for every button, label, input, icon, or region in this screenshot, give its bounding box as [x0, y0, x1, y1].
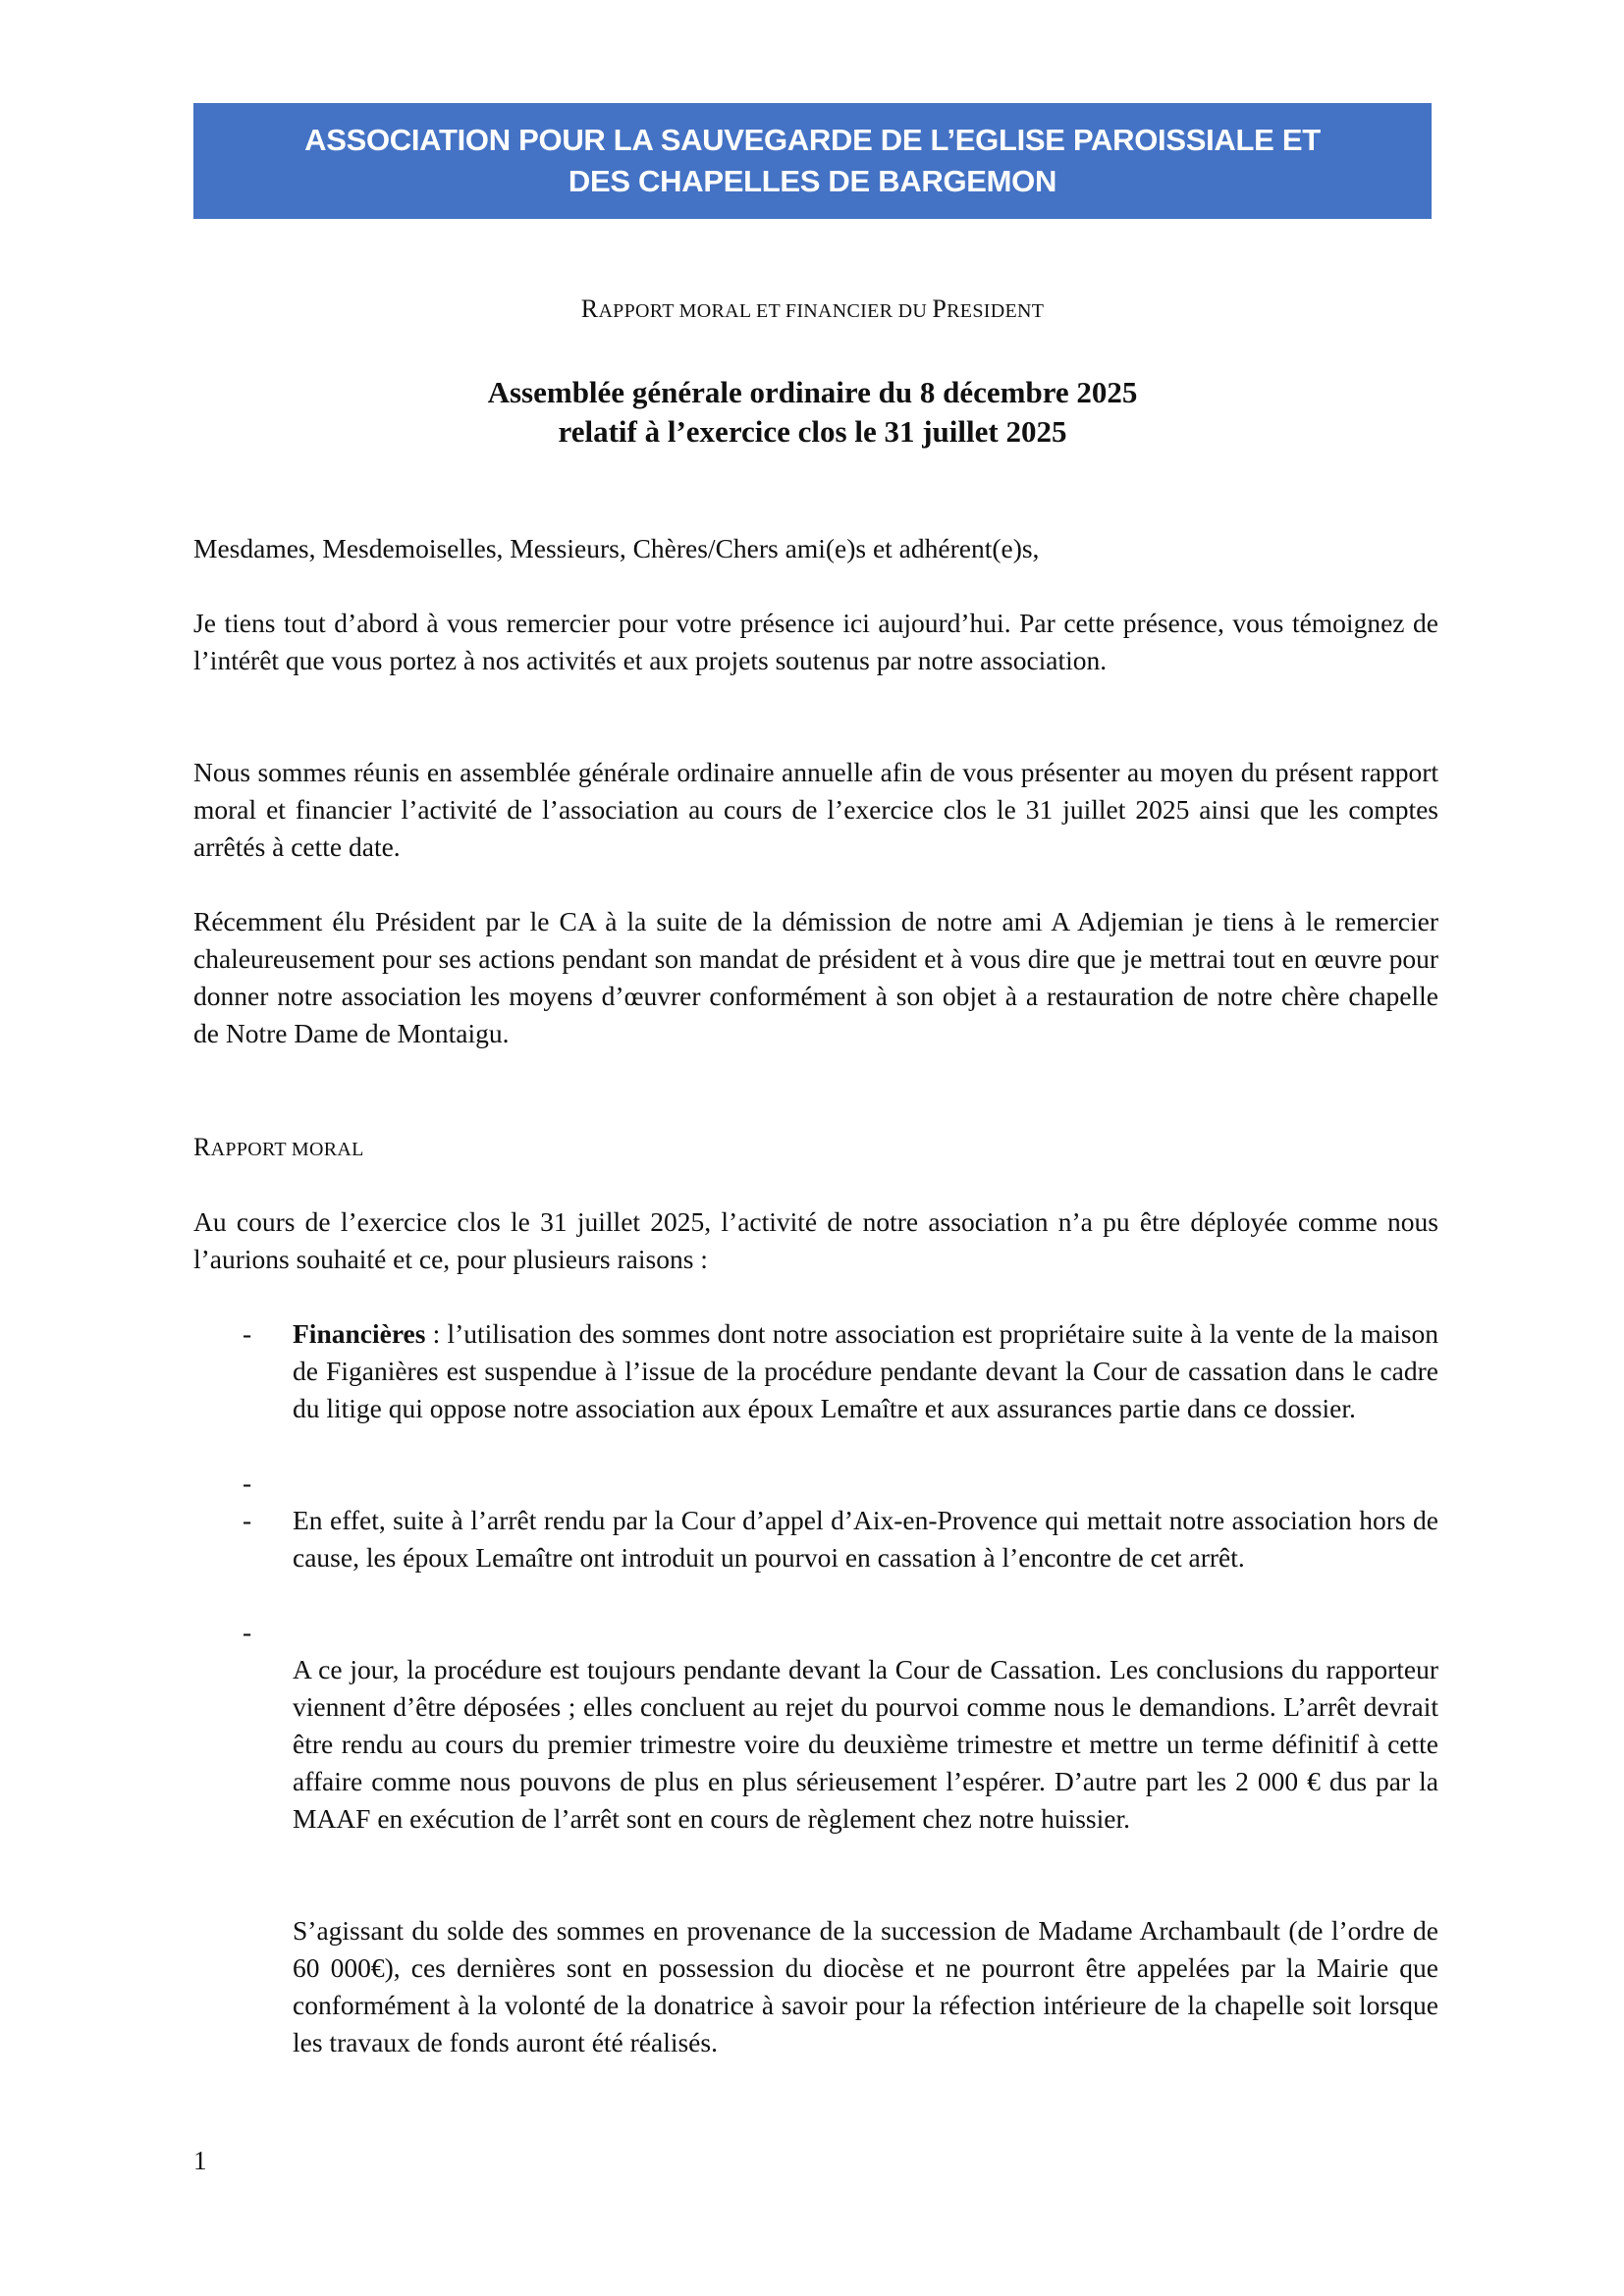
- paragraph-2-text: Nous sommes réunis en assemblée générale ordinaire annuelle afin de vous présenter au moyen du présent rapport moral et financier l’activité de l’association au cours de l’exercice clos le 31 juillet 2025 ainsi que les comptes arrêtés à cette date.: [193, 757, 1438, 862]
- bullet-dash: -: [243, 1617, 252, 1647]
- section-heading-initial: R: [193, 1133, 211, 1161]
- paragraph-1-text: Je tiens tout d’abord à vous remercier pour votre présence ici aujourd’hui. Par cette présence, vous témoignez de l’intérêt que vous portez à nos activités et aux projets soutenus par notre association.: [193, 608, 1438, 675]
- paragraph-4: [193, 1203, 1438, 1278]
- bullet-1-body: : l’utilisation des sommes dont notre association est propriétaire suite à la vente de la maison de Figanières est suspendue à l’issue de la procédure pendante devant la Cour de cassation dans le cadre du litige qui oppose notre association aux époux Lemaître et aux assurances partie dans ce dossier.: [293, 1318, 1438, 1423]
- subtitle-line-1: Assemblée générale ordinaire du 8 décembre 2025: [487, 375, 1138, 409]
- paragraph-1: [193, 605, 1438, 679]
- title-initial-r: R: [580, 294, 599, 323]
- subtitle-line-2: relatif à l’exercice clos le 31 juillet 2025: [558, 414, 1067, 449]
- bullet-2-text: En effet, suite à l’arrêt rendu par la Cour d’appel d’Aix-en-Provence qui mettait notre association hors de cause, les époux Lemaître ont introduit un pourvoi en cassation à l’encontre de cet arrêt.: [293, 1505, 1438, 1573]
- salutation-text: Mesdames, Mesdemoiselles, Messieurs, Chères/Chers ami(e)s et adhérent(e)s,: [193, 533, 1040, 563]
- indented-paragraph-4-text: S’agissant du solde des sommes en provenance de la succession de Madame Archambault (de l’ordre de 60 000€), ces dernières sont en possession du diocèse et ne pourront être appelées par la Mairie que conformément à la volonté de la donatrice à savoir pour la réfection intérieure de la chapelle soit lorsque les travaux de fonds auront été réalisés.: [293, 1915, 1438, 2057]
- title-initial-p: P: [932, 294, 947, 323]
- section-heading-rest: APPORT MORAL: [210, 1139, 364, 1160]
- salutation: [193, 530, 1438, 567]
- banner-line-1: ASSOCIATION POUR LA SAUVEGARDE DE L’EGLISE PAROISSIALE ET: [304, 123, 1321, 157]
- banner-line-2: DES CHAPELLES DE BARGEMON: [568, 164, 1057, 198]
- paragraph-3: [193, 903, 1438, 1052]
- report-title: [193, 294, 1432, 324]
- paragraph-4-text: Au cours de l’exercice clos le 31 juillet 2025, l’activité de notre association n’a pu être déployée comme nous l’aurions souhaité et ce, pour plusieurs raisons :: [193, 1206, 1438, 1274]
- page-number: 1: [193, 2146, 207, 2175]
- meeting-subtitle: [193, 373, 1432, 452]
- indented-paragraph-3-text: A ce jour, la procédure est toujours pendante devant la Cour de Cassation. Les conclusions du rapporteur viennent d’être déposées ; elles concluent au rejet du pourvoi comme nous le demandions. L’arrêt devrait être rendu au cours du premier trimestre voire du deuxième trimestre et mettre un terme définitif à cette affaire comme nous pouvons de plus en plus sérieusement l’espérer. D’autre part les 2 000 € dus par la MAAF en exécution de l’arrêt sont en cours de règlement chez notre huissier.: [293, 1654, 1438, 1834]
- title-end: RESIDENT: [947, 300, 1045, 322]
- association-banner: [193, 103, 1432, 219]
- bullet-1-text: [293, 1315, 1438, 1427]
- bullet-dash: -: [243, 1468, 252, 1498]
- bullet-1-label: Financières: [293, 1318, 426, 1349]
- title-middle: APPORT MORAL ET FINANCIER DU: [598, 300, 933, 322]
- paragraph-2: [193, 754, 1438, 866]
- bullet-dash: -: [243, 1505, 252, 1535]
- bullet-dash: -: [243, 1318, 252, 1349]
- paragraph-3-text: Récemment élu Président par le CA à la suite de la démission de notre ami A Adjemian je tiens à le remercier chaleureusement pour ses actions pendant son mandat de président et à vous dire que je mettrai tout en œuvre pour donner notre association les moyens d’œuvrer conformément à son objet à a restauration de notre chère chapelle de Notre Dame de Montaigu.: [193, 906, 1438, 1048]
- section-heading-rapport-moral: [193, 1129, 1438, 1168]
